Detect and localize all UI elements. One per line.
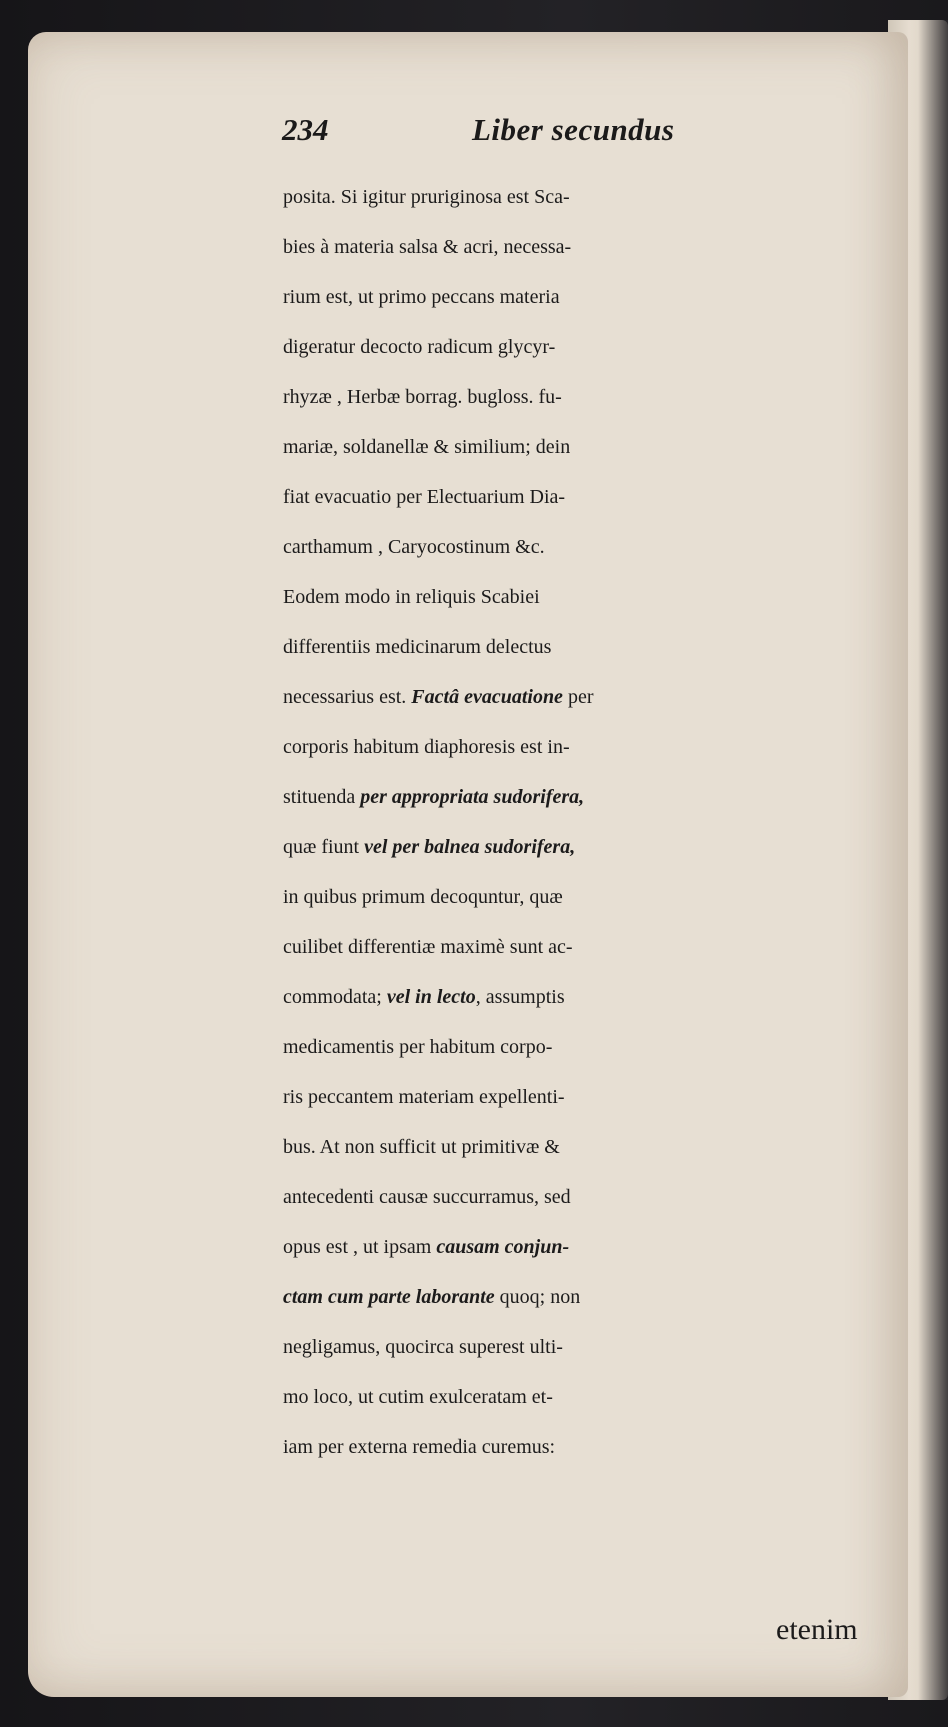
text-line — [283, 1122, 903, 1172]
text-run: carthamum , Caryocostinum &c. — [283, 536, 545, 558]
body-text — [283, 172, 903, 1472]
italic-run: ctam cum parte laborante — [283, 1286, 495, 1308]
italic-run: per appropriata sudorifera, — [360, 786, 585, 808]
text-run: corporis habitum diaphoresis est in- — [283, 736, 570, 758]
text-run: stituenda — [283, 786, 361, 808]
text-run: necessarius est. — [283, 686, 412, 708]
text-line — [283, 1172, 903, 1222]
italic-run: vel per balnea sudorifera, — [364, 836, 576, 858]
text-line — [283, 322, 903, 372]
text-run: quæ fiunt — [283, 836, 365, 858]
text-run: differentiis medicinarum delectus — [283, 636, 552, 658]
text-line — [283, 672, 903, 722]
text-run: antecedenti causæ succurramus, sed — [283, 1186, 571, 1208]
text-run: posita. Si igitur pruriginosa est Sca- — [283, 186, 570, 208]
text-run: bies à materia salsa & acri, necessa- — [283, 236, 572, 258]
text-run: iam per externa remedia curemus: — [283, 1436, 556, 1458]
text-line — [283, 972, 903, 1022]
text-run: in quibus primum decoquntur, quæ — [283, 886, 563, 908]
text-line — [283, 1322, 903, 1372]
text-run: bus. At non sufficit ut primitivæ & — [283, 1136, 560, 1158]
text-run: negligamus, quocirca superest ulti- — [283, 1336, 563, 1358]
text-line — [283, 1072, 903, 1122]
text-line — [283, 922, 903, 972]
text-run: quoq; non — [494, 1286, 581, 1308]
text-line — [283, 1022, 903, 1072]
page-number: 234 — [282, 112, 329, 147]
text-line — [283, 1222, 903, 1272]
text-run: , assumptis — [475, 986, 565, 1008]
text-line — [283, 422, 903, 472]
text-run: commodata; — [283, 986, 387, 1008]
text-run: medicamentis per habitum corpo- — [283, 1036, 553, 1058]
text-line — [283, 1272, 903, 1322]
text-run: Eodem modo in reliquis Scabiei — [283, 586, 540, 608]
text-run: cuilibet differentiæ maximè sunt ac- — [283, 936, 573, 958]
text-line — [283, 372, 903, 422]
catchword: etenim — [776, 1613, 858, 1646]
text-run: opus est , ut ipsam — [283, 1236, 437, 1258]
text-line — [283, 272, 903, 322]
text-run: rium est, ut primo peccans materia — [283, 286, 560, 308]
text-run: mo loco, ut cutim exulceratam et- — [283, 1386, 553, 1408]
text-line — [283, 172, 903, 222]
text-line — [283, 822, 903, 872]
text-run: fiat evacuatio per Electuarium Dia- — [283, 486, 566, 508]
text-line — [283, 872, 903, 922]
text-line — [283, 472, 903, 522]
text-line — [283, 522, 903, 572]
italic-run: Factâ evacuatione — [411, 686, 563, 708]
text-line — [283, 222, 903, 272]
text-line — [283, 622, 903, 672]
text-line — [283, 1372, 903, 1422]
page-header — [282, 112, 782, 158]
text-line — [283, 1422, 903, 1472]
italic-run: causam conjun- — [436, 1236, 570, 1258]
text-line — [283, 722, 903, 772]
running-head: Liber secundus — [472, 112, 675, 147]
text-run: ris peccantem materiam expellenti- — [283, 1086, 565, 1108]
text-run: mariæ, soldanellæ & similium; dein — [283, 436, 571, 458]
italic-run: vel in lecto — [386, 986, 476, 1008]
text-run: per — [562, 686, 594, 708]
text-line — [283, 772, 903, 822]
page-edge-shadow — [918, 20, 948, 1700]
text-run: rhyzæ , Herbæ borrag. bugloss. fu- — [283, 386, 562, 408]
text-run: digeratur decocto radicum glycyr- — [283, 336, 556, 358]
text-line — [283, 572, 903, 622]
